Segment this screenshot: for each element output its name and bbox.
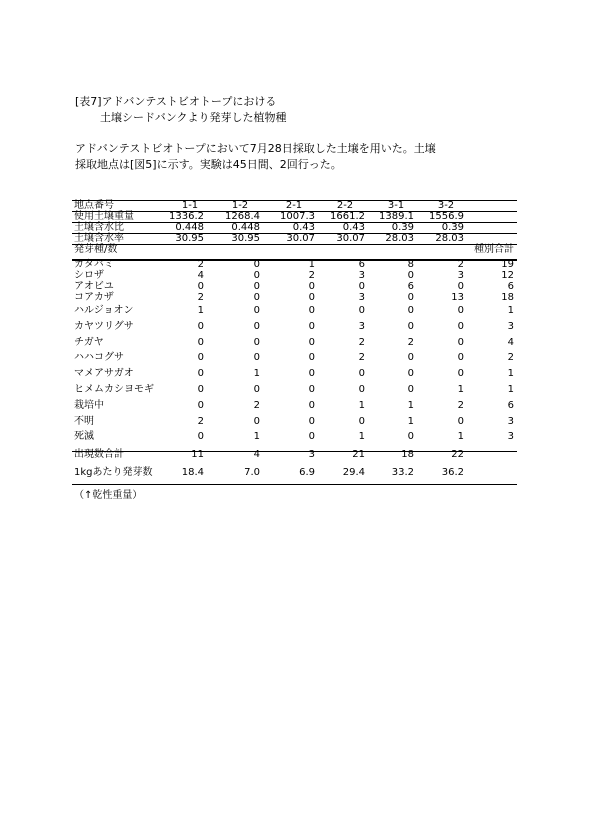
rate-row-rule (72, 244, 517, 245)
species-header-row (72, 244, 517, 255)
table-cell: 0 (457, 281, 464, 292)
footnote: （↑乾性重量） (74, 490, 143, 501)
table-cell: 7.0 (244, 467, 260, 479)
table-row (72, 350, 517, 366)
species-total: 6 (507, 281, 514, 292)
summary-rule (72, 451, 517, 452)
species-total: 12 (501, 270, 514, 281)
species-name: ハルジョオン (74, 305, 134, 316)
table-cell: 4 (253, 449, 260, 461)
table-cell: 0 (308, 415, 315, 427)
site-3-1: 3-1 (387, 200, 405, 211)
table-cell: 0 (253, 320, 260, 332)
row-label: 土壌含水比 (74, 222, 124, 233)
table-bottom-rule (72, 484, 517, 485)
species-total: 1 (507, 368, 514, 380)
table-cell: 0 (197, 368, 204, 380)
table-cell: 0 (253, 270, 260, 281)
table-cell: 1336.2 (169, 211, 204, 222)
table-cell: 3 (358, 292, 365, 303)
table-title-line2: 土壌シードバンクより発芽した植物種 (100, 111, 287, 124)
table-cell: 0 (358, 305, 365, 316)
table-cell: 0 (407, 383, 414, 395)
species-total: 2 (507, 352, 514, 364)
table-cell: 0 (197, 399, 204, 411)
site-2-2: 2-2 (336, 200, 354, 211)
table-cell: 28.03 (385, 233, 414, 244)
table-cell: 30.07 (336, 233, 365, 244)
row-label: 土壌含水率 (74, 233, 124, 244)
row-label: 使用土壌重量 (74, 211, 134, 222)
table-cell: 18 (401, 449, 414, 461)
table-cell: 6 (358, 259, 365, 270)
species-name: チガヤ (74, 336, 104, 348)
table-cell: 2 (407, 336, 414, 348)
table-cell: 33.2 (391, 467, 414, 479)
species-total: 1 (507, 305, 514, 316)
soil-weight-row (72, 211, 517, 222)
table-cell: 1661.2 (330, 211, 365, 222)
row-label: 地点番号 (74, 200, 114, 211)
summary-row (72, 464, 517, 482)
table-cell: 1 (253, 431, 260, 443)
table-cell: 0 (253, 383, 260, 395)
species-name: シロザ (74, 270, 104, 281)
table-cell: 2 (253, 399, 260, 411)
table-cell: 0 (407, 368, 414, 380)
table-row (72, 366, 517, 382)
table-cell: 0 (197, 431, 204, 443)
species-name: コアカザ (74, 292, 114, 303)
table-cell: 2 (358, 336, 365, 348)
table-cell: 0.43 (342, 222, 365, 233)
table-cell: 1 (457, 431, 464, 443)
table-cell: 0 (358, 415, 365, 427)
table-row (72, 319, 517, 335)
table-cell: 0 (308, 399, 315, 411)
table-cell: 0 (253, 352, 260, 364)
table-row (72, 281, 517, 292)
table-cell: 6 (407, 281, 414, 292)
table-cell: 0 (308, 320, 315, 332)
table-cell: 0 (308, 305, 315, 316)
table-cell: 0 (308, 292, 315, 303)
table-cell: 8 (407, 259, 414, 270)
table-cell: 1268.4 (225, 211, 260, 222)
table-cell: 0 (253, 292, 260, 303)
table-cell: 0 (457, 305, 464, 316)
table-cell: 0 (358, 383, 365, 395)
table-cell: 1 (358, 431, 365, 443)
table-cell: 29.4 (342, 467, 365, 479)
species-header-label: 発芽種/数 (74, 244, 118, 255)
species-total: 3 (507, 320, 514, 332)
water-rate-row (72, 233, 517, 244)
table-row (72, 398, 517, 414)
species-total: 4 (507, 336, 514, 348)
table-cell: 11 (191, 449, 204, 461)
table-cell: 30.95 (175, 233, 204, 244)
table-cell: 0 (308, 383, 315, 395)
table-cell: 0 (197, 336, 204, 348)
site-2-1: 2-1 (285, 200, 303, 211)
table-cell: 1007.3 (280, 211, 315, 222)
table-row (72, 303, 517, 319)
summary-label: 出現数合計 (74, 449, 124, 461)
site-row-rule (72, 211, 517, 212)
table-cell: 2 (457, 399, 464, 411)
species-header-rule (72, 259, 517, 261)
table-cell: 0 (308, 281, 315, 292)
summary-label: 1kgあたり発芽数 (74, 467, 153, 479)
table-cell: 0 (407, 292, 414, 303)
table-cell: 28.03 (435, 233, 464, 244)
table-cell: 1 (197, 305, 204, 316)
site-1-2: 1-2 (231, 200, 249, 211)
species-name: カタバミ (74, 259, 114, 270)
table-cell: 30.95 (231, 233, 260, 244)
table-cell: 3 (358, 320, 365, 332)
table-cell: 0 (253, 336, 260, 348)
table-title-line1: [表7]アドバンテストビオトープにおける (75, 95, 277, 108)
species-name: アオビユ (74, 281, 114, 292)
table-cell: 0 (308, 336, 315, 348)
summary-row (72, 446, 517, 464)
table-cell: 0.39 (441, 222, 464, 233)
ratio-row-rule (72, 233, 517, 234)
table-row (72, 292, 517, 303)
table-cell: 2 (308, 270, 315, 281)
table-cell: 0 (197, 352, 204, 364)
table-cell: 0 (407, 431, 414, 443)
table-cell: 1 (407, 415, 414, 427)
table-row (72, 270, 517, 281)
table-cell: 0 (407, 270, 414, 281)
table-cell: 22 (451, 449, 464, 461)
site-1-1: 1-1 (181, 200, 199, 211)
table-cell: 0 (457, 368, 464, 380)
table-cell: 1 (358, 399, 365, 411)
table-cell: 0 (407, 305, 414, 316)
table-cell: 0.43 (292, 222, 315, 233)
table-cell: 1 (407, 399, 414, 411)
table-cell: 30.07 (286, 233, 315, 244)
table-cell: 3 (308, 449, 315, 461)
table-row (72, 382, 517, 398)
weight-row-rule (72, 222, 517, 223)
table-cell: 0 (197, 383, 204, 395)
table-row (72, 335, 517, 351)
site-3-2: 3-2 (437, 200, 455, 211)
species-name: 死滅 (74, 431, 94, 443)
table-cell: 0 (457, 415, 464, 427)
table-cell: 1 (308, 259, 315, 270)
species-total: 1 (507, 383, 514, 395)
table-cell: 0 (253, 281, 260, 292)
table-cell: 2 (197, 259, 204, 270)
species-total: 3 (507, 415, 514, 427)
table-cell: 13 (451, 292, 464, 303)
species-total: 19 (501, 259, 514, 270)
table-cell: 1 (457, 383, 464, 395)
species-total: 6 (507, 399, 514, 411)
table-cell: 2 (197, 415, 204, 427)
table-cell: 0 (197, 320, 204, 332)
species-total-header: 種別合計 (474, 244, 514, 255)
table-cell: 0 (197, 281, 204, 292)
table-cell: 0 (407, 352, 414, 364)
table-cell: 0 (308, 352, 315, 364)
table-cell: 0 (308, 368, 315, 380)
table-top-rule (72, 200, 517, 201)
description-line2: 採取地点は[図5]に示す。実験は45日間、2回行った。 (75, 158, 342, 171)
description-line1: アドバンテストビオトープにおいて7月28日採取した土壌を用いた。土壌 (75, 142, 436, 155)
table-cell: 18.4 (181, 467, 204, 479)
table-cell: 3 (457, 270, 464, 281)
site-number-row (72, 200, 517, 211)
table-cell: 1 (253, 368, 260, 380)
table-cell: 0.448 (231, 222, 260, 233)
table-cell: 0 (308, 431, 315, 443)
table-cell: 36.2 (441, 467, 464, 479)
species-rows (72, 259, 517, 445)
species-name: 不明 (74, 415, 94, 427)
species-total: 18 (501, 292, 514, 303)
table-cell: 21 (352, 449, 365, 461)
species-name: 栽培中 (74, 399, 104, 411)
table-cell: 0 (253, 415, 260, 427)
table-cell: 1556.9 (429, 211, 464, 222)
table-row (72, 429, 517, 445)
species-total: 3 (507, 431, 514, 443)
water-ratio-row (72, 222, 517, 233)
table-cell: 4 (197, 270, 204, 281)
table-cell: 0 (358, 368, 365, 380)
table-row (72, 414, 517, 430)
table-cell: 0.39 (391, 222, 414, 233)
table-cell: 3 (358, 270, 365, 281)
table-cell: 0 (358, 281, 365, 292)
table-cell: 6.9 (299, 467, 315, 479)
table-cell: 0 (457, 336, 464, 348)
table-cell: 0.448 (175, 222, 204, 233)
table-cell: 0 (253, 259, 260, 270)
species-name: マメアサガオ (74, 368, 134, 380)
table-cell: 0 (457, 320, 464, 332)
table-cell: 0 (253, 305, 260, 316)
table-cell: 1389.1 (379, 211, 414, 222)
table-cell: 2 (197, 292, 204, 303)
table-cell: 0 (407, 320, 414, 332)
species-name: ヒメムカシヨモギ (74, 383, 154, 395)
seed-bank-table (72, 200, 517, 482)
table-cell: 2 (358, 352, 365, 364)
species-name: ハハコグサ (74, 352, 124, 364)
table-cell: 2 (457, 259, 464, 270)
table-cell: 0 (457, 352, 464, 364)
species-name: カヤツリグサ (74, 320, 134, 332)
